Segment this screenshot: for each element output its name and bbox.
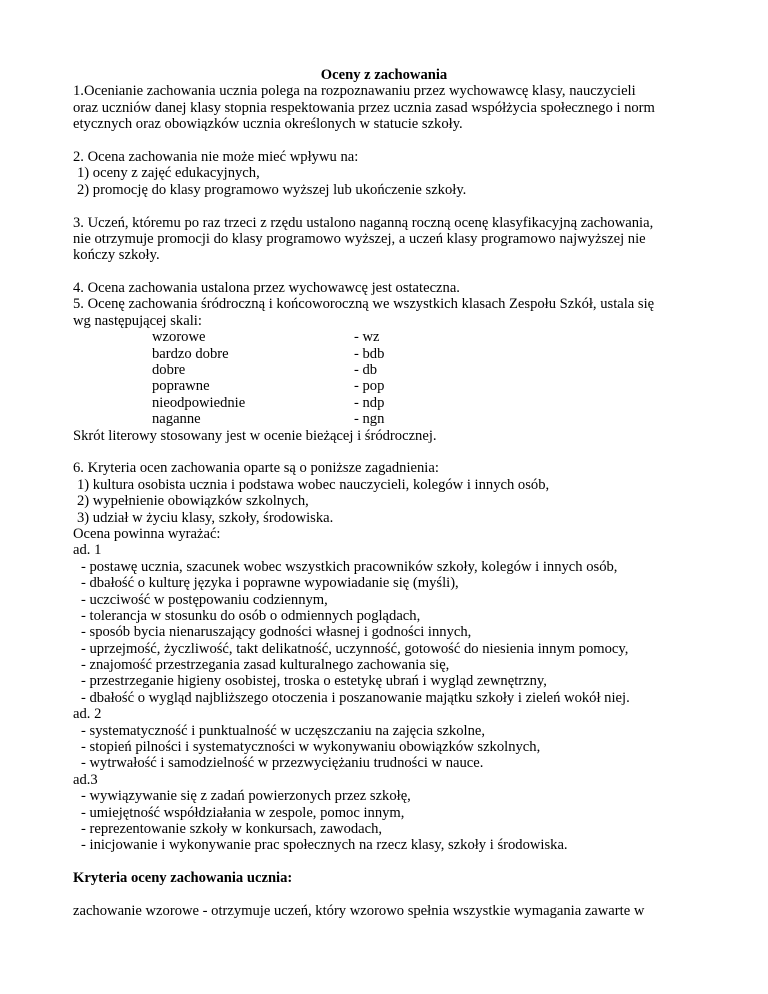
grade-row [73,411,713,427]
paragraph-6-lead: 6. Kryteria ocen zachowania oparte są o poniższe zagadnienia: [73,460,439,477]
paragraph-3-line: kończy szkoły. [73,247,160,264]
paragraph-1-line: etycznych oraz obowiązków ucznia określonych w statucie szkoły. [73,116,463,133]
paragraph-6-should: Ocena powinna wyrażać: [73,525,221,542]
paragraph-4: 4. Ocena zachowania ustalona przez wychowawcę jest ostateczna. [73,280,460,297]
grade-name: poprawne [152,378,210,395]
list-item: - postawę ucznia, szacunek wobec wszystkich pracowników szkoły, kolegów i innych osób, [81,558,618,575]
grade-row [73,346,713,362]
list-item: - dbałość o kulturę języka i poprawne wypowiadanie się (myśli), [81,575,459,592]
list-item: - znajomość przestrzegania zasad kulturalnego zachowania się, [81,657,450,674]
grade-code: - db [354,362,378,379]
document-title: Oceny z zachowania [320,67,448,83]
paragraph-5-line: 5. Ocenę zachowania śródroczną i końcoworoczną we wszystkich klasach Zespołu Szkół, ustala się [73,296,655,313]
list-item: - umiejętność współdziałania w zespole, pomoc innym, [81,804,405,821]
list-item: - reprezentowanie szkoły w konkursach, zawodach, [81,820,383,837]
paragraph-5-line: wg następującej skali: [73,312,202,329]
grade-name: bardzo dobre [152,345,229,362]
grade-name: nieodpowiednie [152,394,246,411]
paragraph-3-line: 3. Uczeń, któremu po raz trzeci z rzędu ustalono naganną roczną ocenę klasyfikacyjną zachowania, [73,214,654,231]
grade-row [73,362,713,378]
list-item: 3) udział w życiu klasy, szkoły, środowiska. [77,509,334,526]
list-item: 2) wypełnienie obowiązków szkolnych, [77,493,309,510]
list-item: - uczciwość w postępowaniu codziennym, [81,591,328,608]
paragraph-2-lead: 2. Ocena zachowania nie może mieć wpływu na: [73,148,359,165]
blank-line [73,264,713,280]
blank-line [73,887,713,903]
list-item: 1) kultura osobista ucznia i podstawa wobec nauczycieli, kolegów i innych osób, [77,476,550,493]
blank-line [73,133,713,149]
list-item: - przestrzeganie higieny osobistej, troska o estetykę ubrań i wygląd zewnętrzny, [81,673,547,690]
grade-name: wzorowe [152,329,206,346]
grade-code: - wz [354,329,380,346]
blank-line [73,854,713,870]
grade-code: - pop [354,378,385,395]
grade-row [73,329,713,345]
list-item: 1) oceny z zajęć edukacyjnych, [77,165,260,182]
grade-row [73,395,713,411]
paragraph-3-line: nie otrzymuje promocji do klasy programowo wyższej, a uczeń klasy programowo najwyższej nie [73,230,646,247]
grade-name: dobre [152,362,186,379]
list-item: - sposób bycia nienaruszający godności własnej i godności innych, [81,624,472,641]
list-item: - tolerancja w stosunku do osób o odmiennych poglądach, [81,607,421,624]
grade-name: naganne [152,411,201,428]
document-page [73,67,713,919]
criteria-line: zachowanie wzorowe - otrzymuje uczeń, który wzorowo spełnia wszystkie wymagania zawarte w [73,902,645,919]
list-item: - wytrwałość i samodzielność w przezwyciężaniu trudności w nauce. [81,755,484,772]
paragraph-1-line: oraz uczniów danej klasy stopnia respektowania przez ucznia zasad współżycia społecznego i norm [73,99,655,116]
list-item: - wywiązywanie się z zadań powierzonych przez szkołę, [81,788,411,805]
group-label: ad. 1 [73,542,102,559]
grade-row [73,378,713,394]
grade-code: - ngn [354,411,385,428]
abbreviation-note: Skrót literowy stosowany jest w ocenie bieżącej i śródrocznej. [73,427,437,444]
list-item: - inicjowanie i wykonywanie prac społecznych na rzecz klasy, szkoły i środowiska. [81,837,568,854]
paragraph-1-line: 1.Ocenianie zachowania ucznia polega na rozpoznawaniu przez wychowawcę klasy, nauczycieli [73,83,636,100]
list-item: - uprzejmość, życzliwość, takt delikatność, uczynność, gotowość do niesienia innym pomocy, [81,640,629,657]
list-item: - dbałość o wygląd najbliższego otoczenia i poszanowanie majątku szkoły i zieleń wokół niej. [81,689,630,706]
group-label: ad. 2 [73,706,102,723]
list-item: 2) promocję do klasy programowo wyższej lub ukończenie szkoły. [77,181,467,198]
grade-code: - ndp [354,394,385,411]
list-item: - systematyczność i punktualność w uczęszczaniu na zajęcia szkolne, [81,722,486,739]
blank-line [73,198,713,214]
list-item: - stopień pilności i systematyczności w wykonywaniu obowiązków szkolnych, [81,739,541,756]
group-label: ad.3 [73,771,98,788]
blank-line [73,444,713,460]
grade-code: - bdb [354,345,385,362]
criteria-heading: Kryteria oceny zachowania ucznia: [73,870,293,887]
